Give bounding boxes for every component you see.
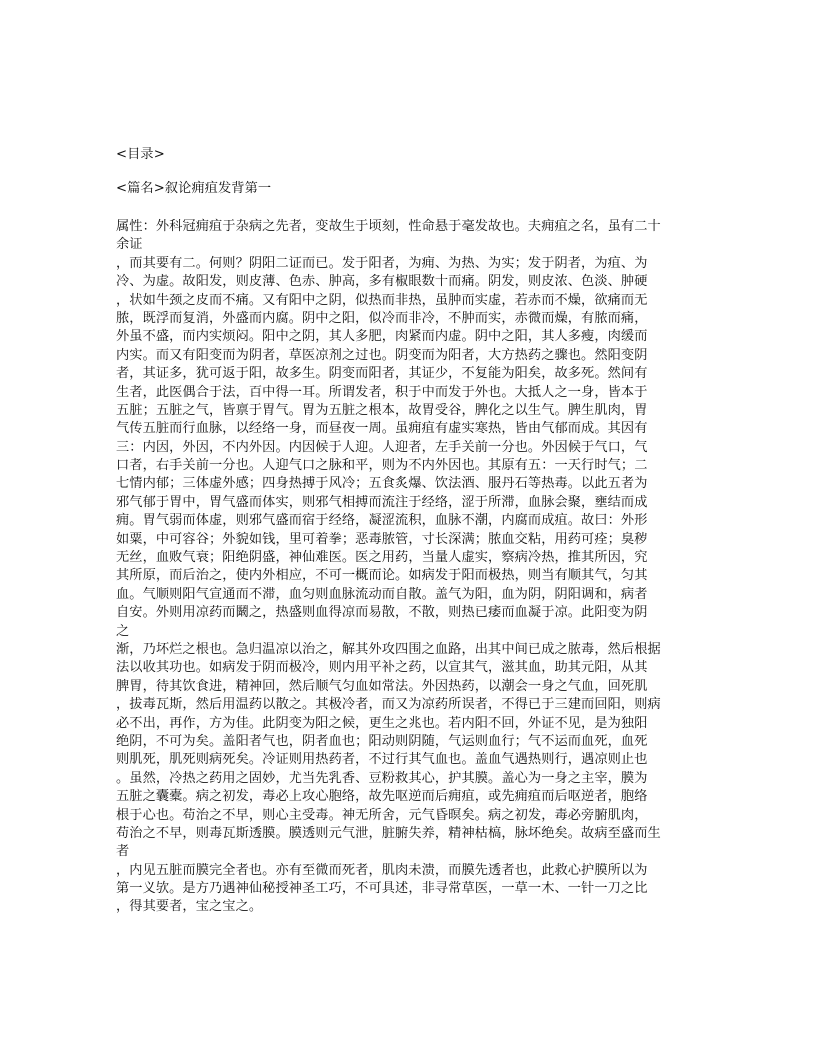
text-line: 气传五脏而行血脉，以经络一身，而昼夜一周。虽痈疽有虚实寒热，皆由气郁而成。其因有	[116, 421, 648, 437]
text-line: 无丝，血败气衰；阳绝阴盛，神仙难医。医之用药，当量人虚实，察病冷热，推其所因，究	[116, 550, 648, 566]
text-line: 三：内因，外因，不内外因。内因候于人迎。人迎者，左手关前一分也。外因候于气口，气	[116, 439, 648, 455]
text-line: 痈。胃气弱而体虚，则邪气盛而宿于经络，凝涩流积，血脉不潮，内腐而成疽。故曰：外形	[116, 513, 648, 529]
text-line: 第一义欤。是方乃遇神仙秘授神圣工巧，不可具述，非寻常草医，一草一木、一针一刀之比	[116, 881, 648, 897]
text-line: 。虽然，冷热之药用之固妙，尤当先乳香、豆粉救其心，护其膜。盖心为一身之主宰，膜为	[116, 770, 648, 786]
text-line: 根于心也。苟治之不早，则心主受毒。神无所舍，元气昏暝矣。病之初发，毒必旁腑肌肉，	[116, 807, 648, 823]
text-line: 外虽不盛，而内实烦闷。阳中之阴，其人多肥，肉紧而内虚。阴中之阳，其人多瘦，肉缓而	[116, 329, 648, 345]
chapter-title	[116, 180, 702, 198]
text-line: 必不出，再作，方为佳。此阴变为阳之候，更生之兆也。若内阳不回，外证不见，是为独阳	[116, 715, 648, 731]
text-line: 脓，既浮而复消，外盛而内腐。阴中之阳，似冷而非冷，不肿而实，赤微而燥，有脓而痛，	[116, 310, 648, 326]
text-line: 其所原，而后治之，使内外相应，不可一概而论。如病发于阳而极热，则当有顺其气，匀其	[116, 568, 648, 584]
text-line: 余证	[116, 237, 143, 253]
text-line: 之	[116, 623, 130, 639]
text-line: 五脏之囊橐。病之初发，毒必上攻心胞络，故先呕逆而后痈疽，或先痈疽而后呕逆者，胞络	[116, 789, 648, 805]
body-text	[116, 218, 702, 917]
text-line: 血。气顺则阳气宣通而不滞，血匀则血脉流动而自散。盖气为阳，血为阴，阴阳调和，病者	[116, 586, 648, 602]
text-line: 冷、为虚。故阳发，则皮薄、色赤、肿高，多有椒眼数十而痛。阴发，则皮浓、色淡、肿硬	[116, 274, 648, 290]
text-line: 脾胃，待其饮食进，精神回，然后顺气匀血如常法。外因热药，以潮会一身之气血，回死肌	[116, 678, 648, 694]
text-line: 七情内郁；三体虚外感；四身热搏于风冷；五食炙爆、饮法酒、服丹石等热毒。以此五者为	[116, 476, 648, 492]
text-line: 口者，右手关前一分也。人迎气口之脉和平，则为不内外因也。其原有五：一天行时气；二	[116, 458, 648, 474]
text-line: ，状如牛颈之皮而不痛。又有阳中之阴，似热而非热，虽肿而实虚，若赤而不燥，欲痛而无	[116, 292, 648, 308]
text-line: 属性：外科冠痈疽于杂病之先者，变故生于顷刻，性命悬于毫发故也。夫痈疽之名，虽有二十	[116, 219, 661, 234]
text-line: 如粟，中可容谷；外貌如钱，里可着拳；恶毒脓管，寸长深满；脓血交粘，用药可痊；臭秽	[116, 531, 648, 547]
text-line: ，拔毒瓦斯，然后用温药以散之。其极冷者，而又为凉药所误者，不得已于三建而回阳，则病	[116, 697, 661, 713]
text-line: 法以收其功也。如病发于阴而极冷，则内用平补之药，以宣其气，滋其血，助其元阳，从其	[116, 660, 648, 676]
text-line: 绝阴，不可为矣。盖阳者气也，阴者血也；阳动则阴随，气运则血行；气不运而血死，血死	[116, 733, 648, 749]
text-line: 者，其证多，犹可返于阳，故多生。阴变而阳者，其证少，不复能为阳矣，故多死。然间有	[116, 366, 648, 382]
text-line: ，而其要有二。何则？阴阳二证而已。发于阳者，为痈、为热、为实；发于阴者，为疽、为	[116, 255, 648, 271]
chapter-title-text: <篇名>叙论痈疽发背第一	[116, 181, 272, 196]
text-line: 五脏；五脏之气，皆禀于胃气。胃为五脏之根本，故胃受谷，脾化之以生气。脾生肌肉，胃	[116, 402, 648, 418]
text-line: 则肌死，肌死则病死矣。冷证则用热药者，不过行其气血也。盖血气遇热则行，遇凉则止也	[116, 752, 648, 768]
text-line: 内实。而又有阳变而为阴者，草医凉剂之过也。阴变而为阳者，大方热药之骤也。然阳变阴	[116, 347, 648, 363]
text-line: 生者，此医偶合于法，百中得一耳。所谓发者，积于中而发于外也。大抵人之一身，皆本于	[116, 384, 648, 400]
toc-heading	[116, 146, 702, 164]
text-line: ，内见五脏而膜完全者也。亦有至微而死者，肌肉未溃，而膜先透者也，此救心护膜所以为	[116, 862, 648, 878]
text-line: 者	[116, 844, 130, 860]
text-line: 自安。外则用凉药而鬫之，热盛则血得凉而易散，不散，则热已痿而血凝于凉。此阳变为阴	[116, 605, 648, 621]
text-line: ，得其要者，宝之宝之。	[116, 899, 263, 915]
toc-heading-text: <目录>	[116, 147, 165, 162]
text-line: 邪气郁于胃中，胃气盛而体实，则邪气相搏而流注于经络，涩于所滞，血脉会聚，壅结而成	[116, 494, 648, 510]
text-line: 渐，乃坏烂之根也。急归温凉以治之，解其外攻四围之血路，出其中间已成之脓毒，然后根据	[116, 641, 661, 657]
text-line: 苟治之不早，则毒瓦斯透膜。膜透则元气泄，脏腑失养，精神枯槁，脉坏绝矣。故病至盛而生	[116, 825, 661, 841]
